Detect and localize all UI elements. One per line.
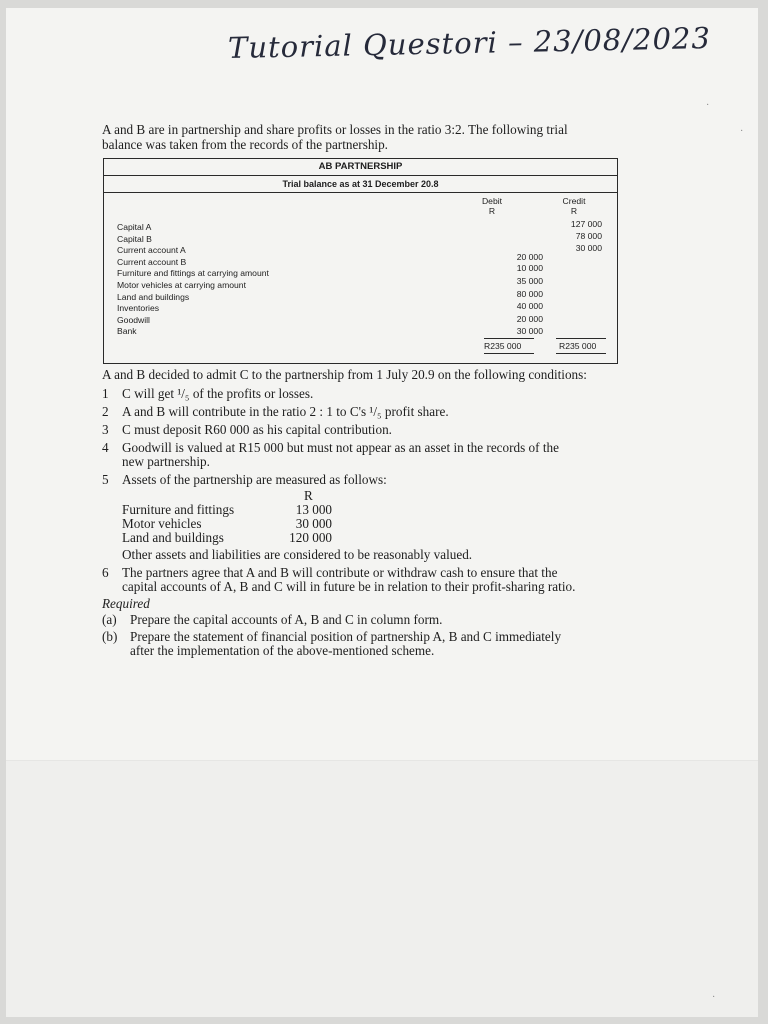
- credit-total-underline: [556, 338, 606, 339]
- required-text: after the implementation of the above-mentioned scheme.: [130, 643, 435, 658]
- credit-value: 30 000: [575, 243, 602, 253]
- condition-text: new partnership.: [122, 454, 210, 469]
- debit-total-underline: [484, 338, 534, 339]
- condition-number: 2: [102, 404, 109, 419]
- scan-speck: ·: [740, 126, 744, 137]
- credit-header-label: Credit: [562, 196, 586, 206]
- page-lower-area: [6, 760, 758, 1017]
- table-row: [117, 222, 597, 234]
- handwritten-heading: Tutorial Questori – 23/08/2023: [227, 20, 712, 66]
- intro-paragraph: [102, 122, 622, 152]
- condition-text: A and B will contribute in the ratio 2 : 1 to C's ¹/₅ profit share.: [122, 404, 449, 419]
- account-label: Capital B: [117, 233, 152, 244]
- debit-value: 35 000: [516, 276, 543, 286]
- credit-total: R235 000: [559, 341, 597, 351]
- required-letter: (a): [102, 612, 117, 627]
- scan-speck: ·: [712, 992, 716, 1003]
- table-row: [117, 326, 597, 338]
- condition-text: C must deposit R60 000 as his capital contribution.: [122, 422, 392, 437]
- valuation-note-text: Other assets and liabilities are considered to be reasonably valued.: [122, 547, 473, 562]
- account-label: Goodwill: [117, 314, 150, 325]
- credit-column-header: [544, 196, 604, 216]
- debit-value: 30 000: [516, 326, 543, 337]
- asset-value: 120 000: [289, 530, 332, 545]
- condition-text: The partners agree that A and B will contribute or withdraw cash to ensure that the: [122, 565, 558, 580]
- account-label: Inventories: [117, 303, 160, 314]
- table-row: [117, 315, 597, 327]
- debit-value: 80 000: [516, 288, 543, 299]
- account-label: Current account B: [117, 256, 187, 267]
- table-row: [117, 234, 597, 246]
- asset-value: 30 000: [295, 516, 332, 531]
- account-label: Current account A: [117, 245, 186, 256]
- required-letter: (b): [102, 629, 118, 644]
- condition-text: capital accounts of A, B and C will in future be in relation to their profit-sharing ratio.: [122, 579, 576, 594]
- debit-header-unit: R: [488, 206, 496, 216]
- valuation-unit: R: [304, 488, 313, 503]
- credit-double-underline: [556, 353, 606, 354]
- condition-number: 3: [102, 422, 109, 437]
- asset-label: Land and buildings: [122, 530, 224, 545]
- intro-line: balance was taken from the records of the partnership.: [102, 137, 388, 152]
- account-label: Capital A: [117, 222, 152, 232]
- asset-value: 13 000: [295, 502, 332, 517]
- credit-header-unit: R: [570, 206, 578, 216]
- account-label: Furniture and fittings at carrying amount: [117, 268, 269, 279]
- asset-label: Motor vehicles: [122, 516, 202, 531]
- debit-header-label: Debit: [481, 196, 503, 206]
- condition-text: C will get ¹/₅ of the profits or losses.: [122, 386, 314, 401]
- condition-number: 1: [102, 386, 109, 401]
- debit-total: R235 000: [484, 341, 522, 351]
- scan-speck: ·: [706, 100, 710, 111]
- debit-value: 40 000: [516, 301, 543, 312]
- debit-column-header: [462, 196, 522, 216]
- credit-value: 127 000: [570, 219, 602, 229]
- account-label: Motor vehicles at carrying amount: [117, 280, 246, 290]
- required-text: Prepare the statement of financial position of partnership A, B and C immediately: [130, 629, 562, 644]
- debit-value: 10 000: [516, 263, 543, 274]
- debit-value: 20 000: [516, 313, 543, 324]
- condition-text: Assets of the partnership are measured as follows:: [122, 472, 387, 487]
- account-label: Bank: [117, 326, 137, 337]
- condition-number: 4: [102, 440, 109, 455]
- debit-value: 20 000: [516, 251, 543, 262]
- required-text: Prepare the capital accounts of A, B and C in column form.: [130, 612, 443, 627]
- credit-value: 78 000: [575, 231, 602, 241]
- debit-double-underline: [484, 353, 534, 354]
- table-subtitle: Trial balance as at 31 December 20.8: [104, 176, 617, 193]
- table-title: AB PARTNERSHIP: [104, 159, 617, 176]
- asset-label: Furniture and fittings: [122, 502, 235, 517]
- trial-balance-table: [103, 158, 618, 364]
- intro-line: A and B are in partnership and share profits or losses in the ratio 3:2. The following trial: [102, 122, 568, 137]
- condition-text: Goodwill is valued at R15 000 but must not appear as an asset in the records of the: [122, 440, 559, 455]
- condition-number: 5: [102, 472, 109, 487]
- required-heading: Required: [102, 596, 150, 611]
- account-label: Land and buildings: [117, 291, 190, 302]
- admission-statement: A and B decided to admit C to the partnership from 1 July 20.9 on the following conditions:: [102, 367, 587, 382]
- condition-number: 6: [102, 565, 109, 580]
